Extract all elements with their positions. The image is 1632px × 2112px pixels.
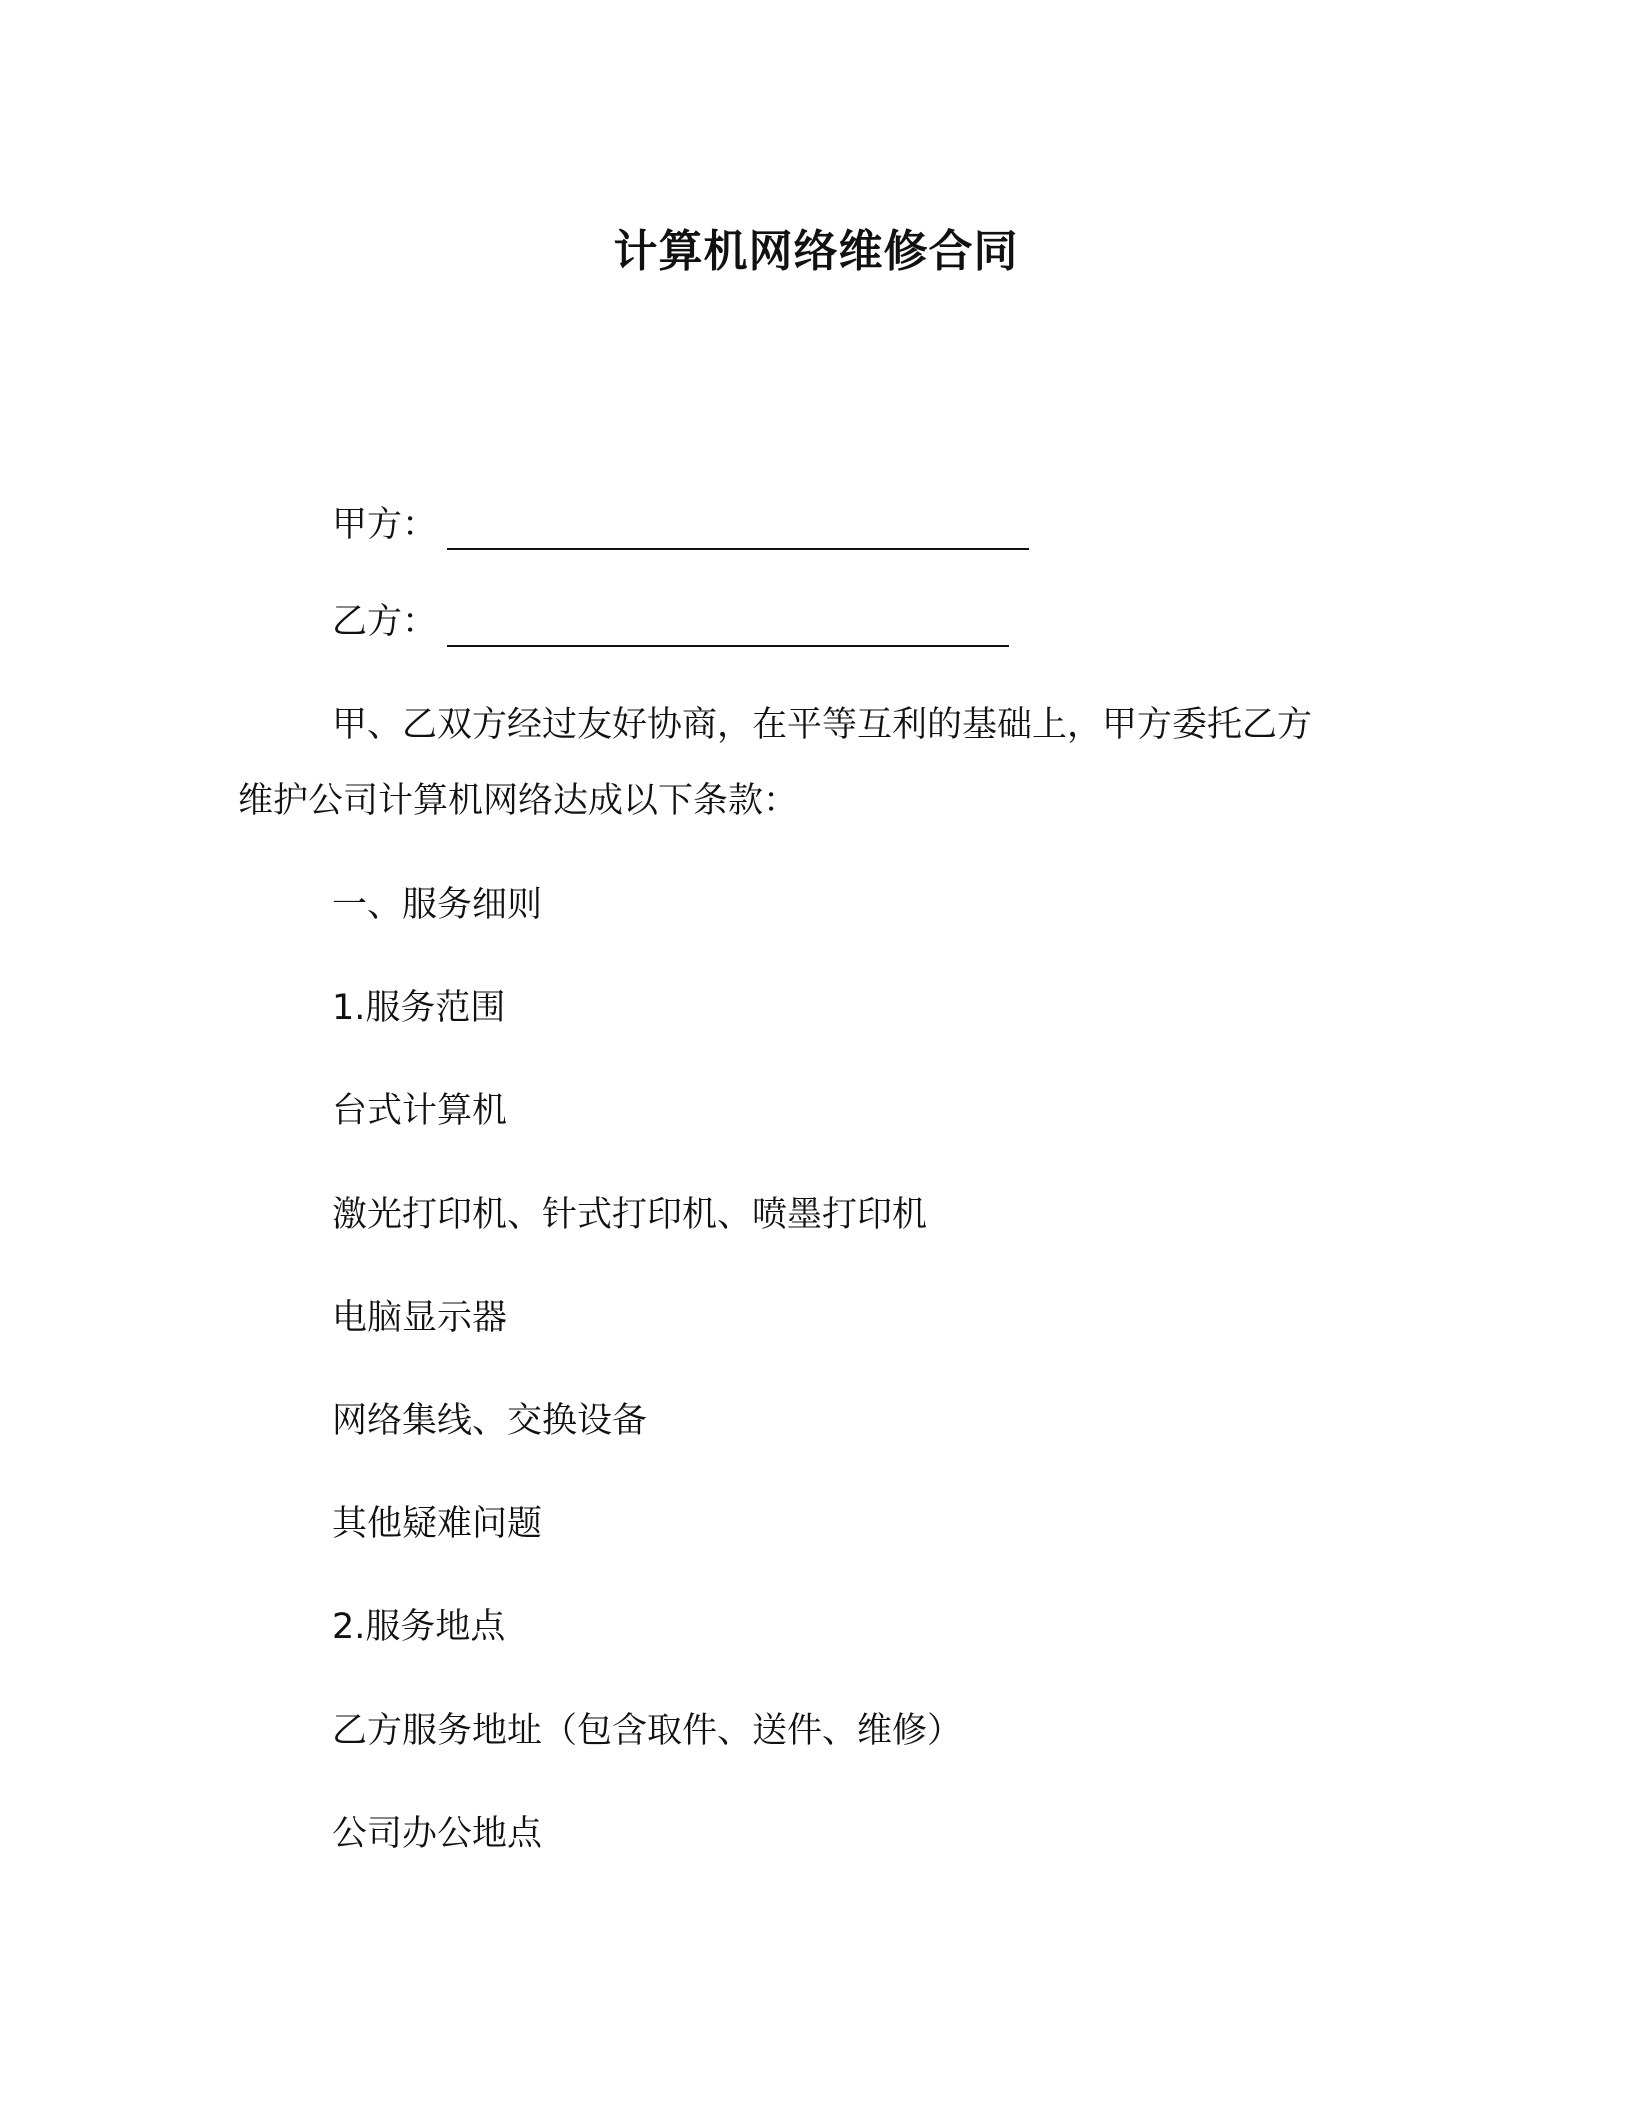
party-b-line xyxy=(332,597,1009,647)
scope-item: 电脑显示器 xyxy=(332,1298,508,1338)
subsection-heading-service-location: 2.服务地点 xyxy=(332,1607,506,1647)
party-a-line xyxy=(332,500,1029,550)
scope-item: 台式计算机 xyxy=(332,1091,508,1131)
party-a-blank xyxy=(447,514,1029,550)
document-title: 计算机网络维修合同 xyxy=(613,226,1019,277)
section-heading-service-details: 一、服务细则 xyxy=(332,885,543,925)
location-item: 乙方服务地址（包含取件、送件、维修） xyxy=(332,1711,963,1751)
scope-item: 激光打印机、针式打印机、喷墨打印机 xyxy=(332,1195,928,1235)
scope-item: 网络集线、交换设备 xyxy=(332,1401,648,1441)
subsection-heading-service-scope: 1.服务范围 xyxy=(332,988,506,1028)
location-item: 公司办公地点 xyxy=(332,1814,543,1854)
party-a-label: 甲方： xyxy=(332,505,438,545)
intro-paragraph-line-2: 维护公司计算机网络达成以下条款： xyxy=(238,781,799,821)
intro-paragraph-line-1: 甲、乙双方经过友好协商，在平等互利的基础上，甲方委托乙方 xyxy=(332,705,1313,745)
party-b-label: 乙方： xyxy=(332,602,438,642)
scope-item: 其他疑难问题 xyxy=(332,1504,543,1544)
party-b-blank xyxy=(447,611,1009,647)
